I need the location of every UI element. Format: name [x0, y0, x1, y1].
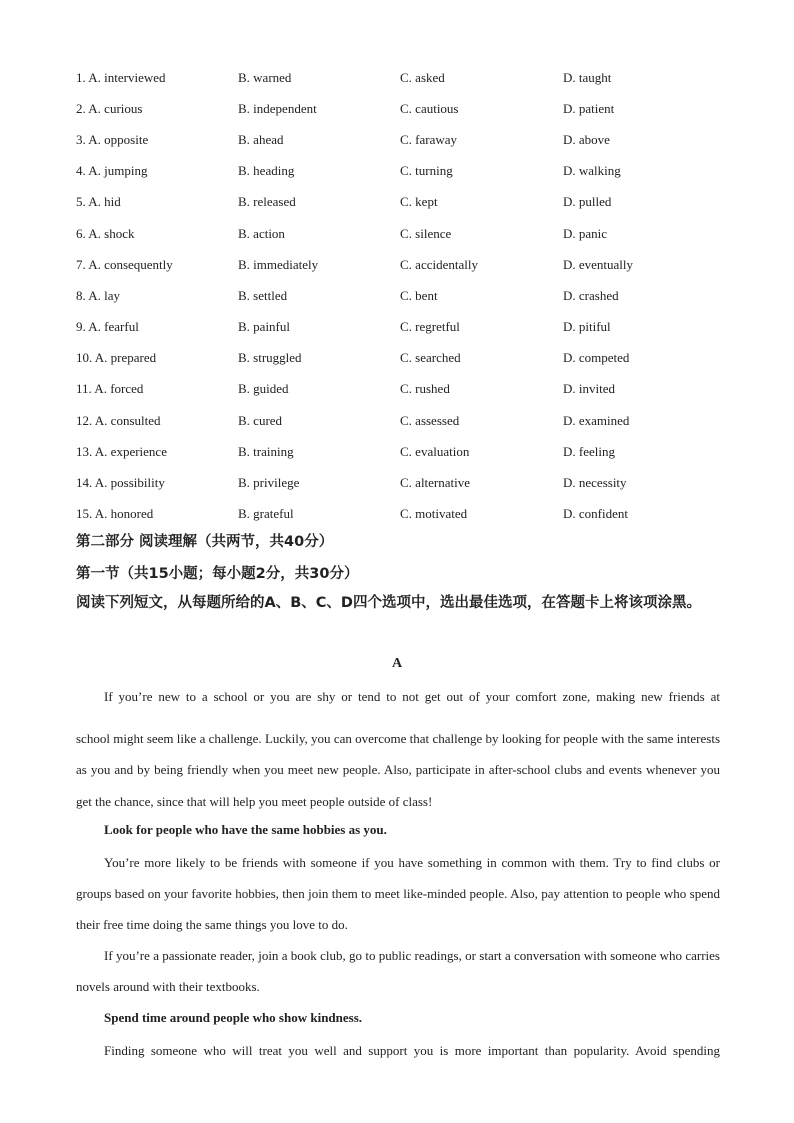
option-b: B. heading: [238, 163, 295, 179]
option-b: B. privilege: [238, 475, 300, 491]
option-a: 4. A. jumping: [76, 163, 148, 179]
section-subtitle: 第一节（共15小题；每小题2分，共30分）: [76, 566, 359, 582]
paragraph-intro-rest: school might seem like a challenge. Luckily, you can overcome that challenge by looking for people with the same interests as you and by being friendly when you meet new people. Also, participate in after-school clubs and events whenever you get the chance, since that will help you meet people outside of class!: [76, 731, 720, 809]
option-c: C. accidentally: [400, 256, 478, 272]
option-c: C. evaluation: [400, 443, 470, 459]
option-row: [76, 405, 726, 436]
option-a: 11. A. forced: [76, 381, 144, 397]
option-row: [76, 499, 726, 530]
option-d: D. pulled: [563, 194, 612, 210]
option-d: D. confident: [563, 506, 628, 522]
option-c: C. searched: [400, 350, 461, 366]
option-c: C. alternative: [400, 475, 471, 491]
paragraph-kindness: Finding someone who will treat you well and support you is more important than popularity. Avoid spending: [104, 1043, 720, 1058]
paragraph-intro-line1: If you’re new to a school or you are shy or tend to not get out of your comfort zone, making new friends at: [104, 689, 720, 704]
option-d: D. feeling: [563, 443, 615, 459]
option-row: [76, 187, 726, 218]
option-b: B. painful: [238, 319, 290, 335]
part-title: 第二部分 阅读理解（共两节，共40分）: [76, 534, 334, 550]
option-d: D. walking: [563, 163, 621, 179]
option-d: D. crashed: [563, 287, 619, 303]
option-d: D. above: [563, 131, 610, 147]
option-row: [76, 62, 726, 93]
option-row: [76, 467, 726, 498]
option-d: D. examined: [563, 412, 630, 428]
option-d: D. competed: [563, 350, 630, 366]
option-c: C. faraway: [400, 131, 458, 147]
option-b: B. ahead: [238, 131, 284, 147]
option-a: 3. A. opposite: [76, 131, 149, 147]
subheading-hobbies: Look for people who have the same hobbies as you.: [104, 822, 387, 837]
option-c: C. bent: [400, 287, 438, 303]
option-a: 15. A. honored: [76, 506, 154, 522]
option-c: C. assessed: [400, 412, 460, 428]
option-b: B. warned: [238, 69, 292, 85]
option-d: D. necessity: [563, 475, 627, 491]
option-b: B. action: [238, 225, 285, 241]
option-b: B. grateful: [238, 506, 294, 522]
option-b: B. cured: [238, 412, 283, 428]
option-c: C. turning: [400, 163, 453, 179]
option-row: [76, 156, 726, 187]
option-c: C. kept: [400, 194, 438, 210]
option-c: C. regretful: [400, 319, 460, 335]
option-b: B. released: [238, 194, 296, 210]
option-row: [76, 218, 726, 249]
option-c: C. cautious: [400, 100, 459, 116]
option-b: B. guided: [238, 381, 289, 397]
option-c: C. rushed: [400, 381, 450, 397]
option-row: [76, 93, 726, 124]
option-b: B. immediately: [238, 256, 319, 272]
option-d: D. panic: [563, 225, 608, 241]
option-b: B. settled: [238, 287, 288, 303]
option-row: [76, 374, 726, 405]
option-row: [76, 436, 726, 467]
option-row: [76, 280, 726, 311]
option-row: [76, 343, 726, 374]
option-a: 2. A. curious: [76, 100, 143, 116]
option-d: D. eventually: [563, 256, 634, 272]
option-a: 5. A. hid: [76, 194, 121, 210]
option-a: 1. A. interviewed: [76, 69, 166, 85]
option-b: B. independent: [238, 100, 317, 116]
paragraph-intro: [76, 681, 720, 817]
option-a: 10. A. prepared: [76, 350, 157, 366]
paragraph-reader: If you’re a passionate reader, join a book club, go to public readings, or start a conversation with someone who carries novels around with their textbooks.: [76, 948, 720, 995]
option-d: D. invited: [563, 381, 615, 397]
option-c: C. asked: [400, 69, 445, 85]
option-a: 13. A. experience: [76, 443, 167, 459]
option-a: 14. A. possibility: [76, 475, 165, 491]
paragraph-hobbies: You’re more likely to be friends with someone if you have something in common with them. Try to find clubs or groups based on your favorite hobbies, then join them to meet like-minded people. Also, pay attention to people who spend their free time doing the same things you love to do.: [76, 855, 720, 933]
passage-title: A: [391, 656, 403, 671]
option-row: [76, 249, 726, 280]
option-c: C. silence: [400, 225, 452, 241]
instructions: 阅读下列短文，从每题所给的A、B、C、D四个选项中，选出最佳选项，在答题卡上将该项涂黑。: [76, 595, 701, 611]
option-d: D. patient: [563, 100, 615, 116]
option-a: 12. A. consulted: [76, 412, 161, 428]
option-a: 9. A. fearful: [76, 319, 139, 335]
option-b: B. struggled: [238, 350, 302, 366]
subheading-kindness: Spend time around people who show kindness.: [104, 1010, 363, 1025]
option-a: 6. A. shock: [76, 225, 135, 241]
option-a: 8. A. lay: [76, 287, 121, 303]
option-b: B. training: [238, 443, 294, 459]
option-d: D. pitiful: [563, 319, 611, 335]
option-c: C. motivated: [400, 506, 468, 522]
option-a: 7. A. consequently: [76, 256, 173, 272]
answer-options-table: [76, 62, 726, 530]
option-d: D. taught: [563, 69, 612, 85]
option-row: [76, 312, 726, 343]
option-row: [76, 124, 726, 155]
